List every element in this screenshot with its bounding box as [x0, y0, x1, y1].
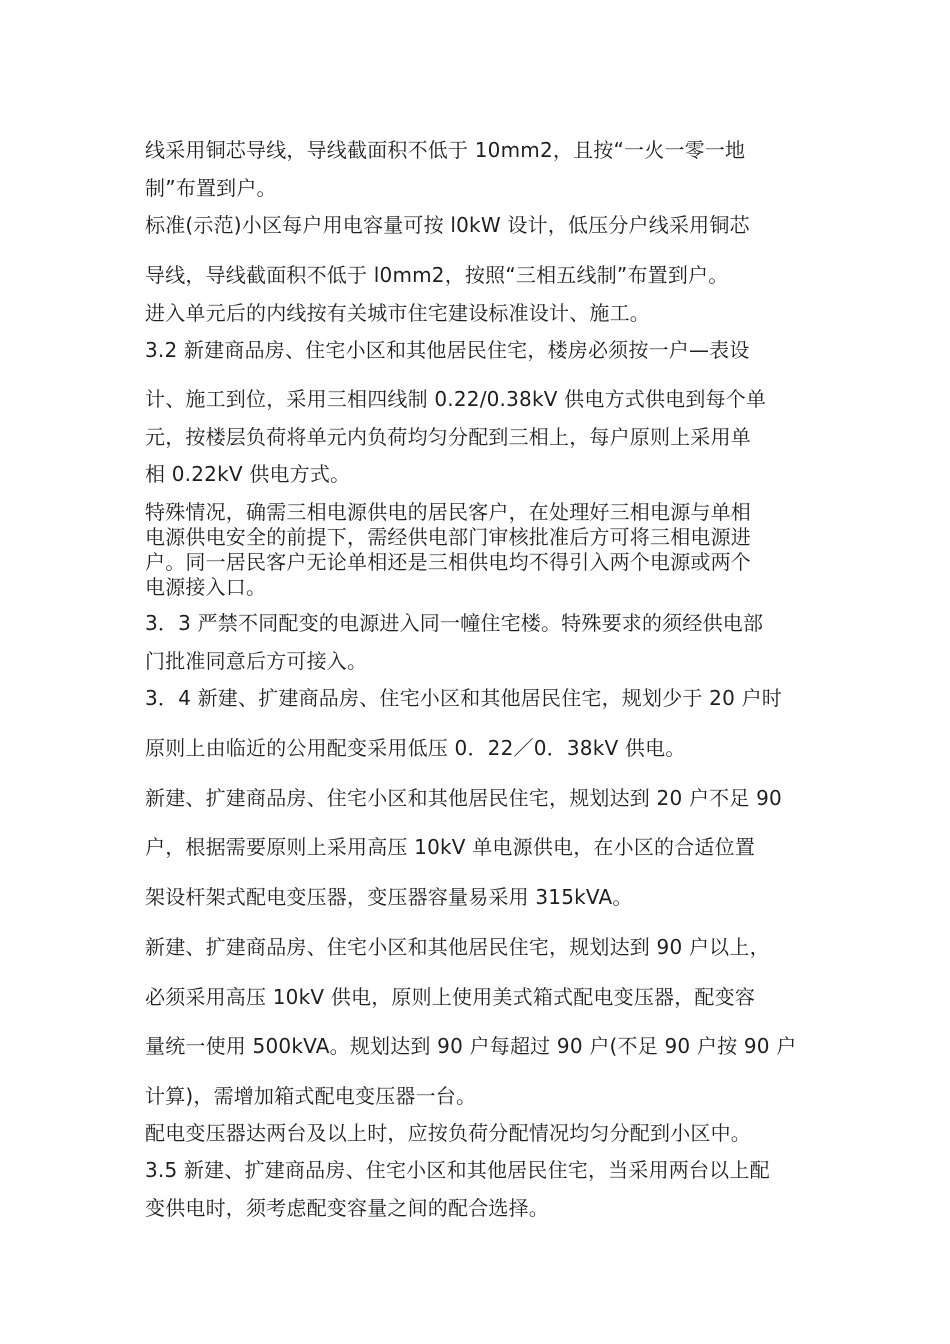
- text-line: 相 0.22kV 供电方式。: [145, 462, 351, 486]
- text-line: 新建、扩建商品房、住宅小区和其他居民住宅，规划达到 20 户不足 90: [145, 786, 782, 810]
- text-line: 计算)，需增加箱式配电变压器一台。: [145, 1084, 477, 1108]
- text-line: 3.2 新建商品房、住宅小区和其他居民住宅，楼房必须按一户—表设: [145, 338, 750, 362]
- text-line: 户。同一居民客户无论单相还是三相供电均不得引入两个电源或两个: [145, 550, 751, 574]
- text-line: 原则上由临近的公用配变采用低压 0．22／0．38kV 供电。: [145, 736, 686, 760]
- text-line: 制”布置到户。: [145, 176, 277, 200]
- text-line: 3．3 严禁不同配变的电源进入同一幢住宅楼。特殊要求的须经供电部: [145, 611, 764, 635]
- text-line: 配电变压器达两台及以上时，应按负荷分配情况均匀分配到小区中。: [145, 1121, 751, 1145]
- text-line: 量统一使用 500kVA。规划达到 90 户每超过 90 户(不足 90 户按 90 户: [145, 1034, 797, 1058]
- text-line: 导线，导线截面积不低于 l0mm2，按照“三相五线制”布置到户。: [145, 263, 729, 287]
- text-line: 进入单元后的内线按有关城市住宅建设标准设计、施工。: [145, 301, 650, 325]
- text-line: 标准(示范)小区每户用电容量可按 l0kW 设计，低压分户线采用铜芯: [145, 213, 750, 237]
- text-line: 必须采用高压 10kV 供电，原则上使用美式箱式配电变压器，配变容: [145, 985, 756, 1009]
- text-line: 3．4 新建、扩建商品房、住宅小区和其他居民住宅，规划少于 20 户时: [145, 686, 782, 710]
- text-line: 门批准同意后方可接入。: [145, 649, 368, 673]
- text-line: 新建、扩建商品房、住宅小区和其他居民住宅，规划达到 90 户以上，: [145, 935, 770, 959]
- text-line: 元，按楼层负荷将单元内负荷均匀分配到三相上，每户原则上采用单: [145, 425, 751, 449]
- text-line: 3.5 新建、扩建商品房、住宅小区和其他居民住宅，当采用两台以上配: [145, 1158, 770, 1182]
- text-line: 计、施工到位，采用三相四线制 0.22/0.38kV 供电方式供电到每个单: [145, 387, 767, 411]
- text-line: 线采用铜芯导线，导线截面积不低于 10mm2，且按“一火一零一地: [145, 138, 746, 162]
- text-line: 户，根据需要原则上采用高压 10kV 单电源供电，在小区的合适位置: [145, 835, 756, 859]
- text-line: 架设杆架式配电变压器，变压器容量易采用 315kVA。: [145, 885, 633, 909]
- text-line: 特殊情况，确需三相电源供电的居民客户，在处理好三相电源与单相: [145, 500, 751, 524]
- text-line: 电源接入口。: [145, 575, 267, 599]
- text-line: 电源供电安全的前提下，需经供电部门审核批准后方可将三相电源进: [145, 525, 751, 549]
- text-line: 变供电时，须考虑配变容量之间的配合选择。: [145, 1196, 549, 1220]
